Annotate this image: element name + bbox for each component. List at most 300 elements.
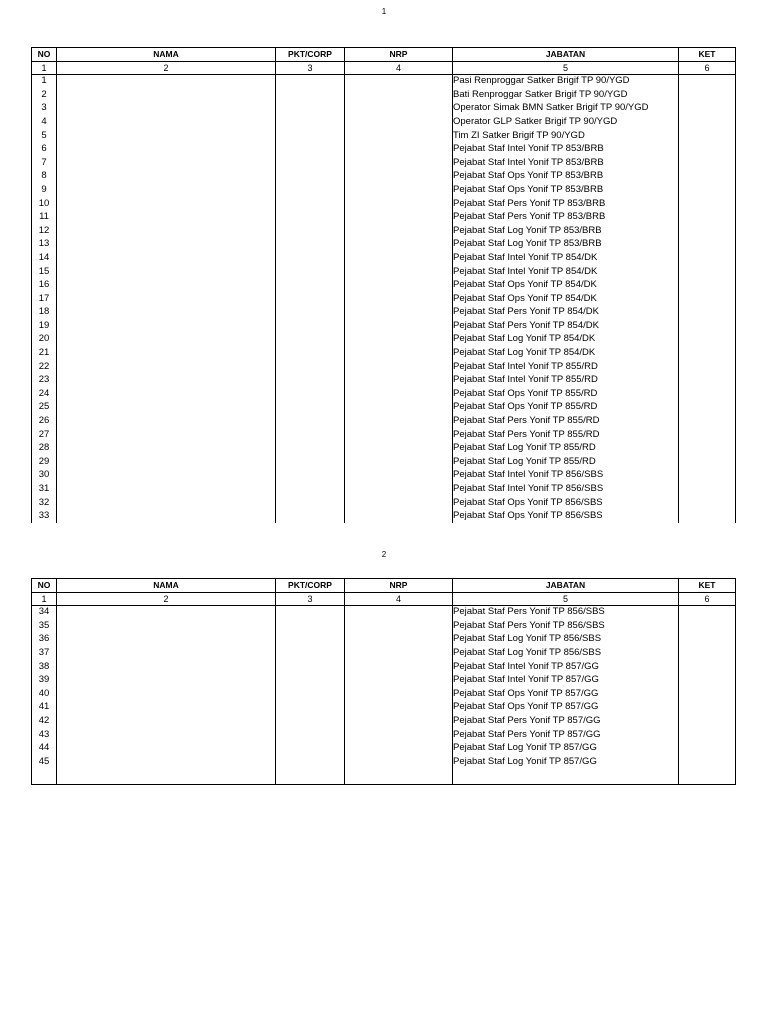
row-pkt-corp: [276, 319, 345, 333]
table-row: [32, 292, 736, 306]
table-row: [32, 374, 736, 388]
row-nama: [57, 374, 276, 388]
page-number: 2: [381, 550, 387, 559]
row-jabatan: Pejabat Staf Log Yonif TP 853/BRB: [453, 224, 679, 238]
row-no: 3: [32, 102, 57, 116]
row-pkt-corp: [276, 360, 345, 374]
row-no: 2: [32, 88, 57, 102]
table-row: [32, 75, 736, 89]
header-jabatan: JABATAN: [453, 579, 679, 593]
row-no: 18: [32, 306, 57, 320]
row-nrp: [345, 469, 453, 483]
table-row: [32, 687, 736, 701]
column-number: 6: [679, 592, 736, 606]
row-no: 24: [32, 387, 57, 401]
row-jabatan: Pejabat Staf Ops Yonif TP 853/BRB: [453, 183, 679, 197]
personnel-table-page-1: [31, 47, 736, 523]
row-nama: [57, 333, 276, 347]
row-nrp: [345, 265, 453, 279]
table-row: [32, 755, 736, 769]
row-pkt-corp: [276, 428, 345, 442]
row-no: 17: [32, 292, 57, 306]
row-nrp: [345, 455, 453, 469]
table-row: [32, 211, 736, 225]
row-jabatan: Pejabat Staf Ops Yonif TP 855/RD: [453, 387, 679, 401]
row-no: 4: [32, 115, 57, 129]
row-jabatan: Pejabat Staf Intel Yonif TP 856/SBS: [453, 469, 679, 483]
table-row: [32, 606, 736, 620]
row-nama: [57, 306, 276, 320]
row-nrp: [345, 755, 453, 769]
empty-cell: [679, 769, 736, 785]
table-row: [32, 442, 736, 456]
row-nama: [57, 170, 276, 184]
row-pkt-corp: [276, 251, 345, 265]
row-pkt-corp: [276, 75, 345, 89]
column-number: 2: [57, 61, 276, 75]
row-ket: [679, 360, 736, 374]
empty-cell: [276, 769, 345, 785]
row-ket: [679, 701, 736, 715]
row-jabatan: Pejabat Staf Intel Yonif TP 854/DK: [453, 251, 679, 265]
row-jabatan: Pejabat Staf Ops Yonif TP 853/BRB: [453, 170, 679, 184]
row-pkt-corp: [276, 742, 345, 756]
column-number-row: [32, 61, 736, 75]
column-number-row: [32, 592, 736, 606]
row-ket: [679, 183, 736, 197]
row-nama: [57, 728, 276, 742]
row-ket: [679, 428, 736, 442]
row-nrp: [345, 115, 453, 129]
column-number: 6: [679, 61, 736, 75]
row-nama: [57, 428, 276, 442]
table-row: [32, 251, 736, 265]
row-jabatan: Pejabat Staf Pers Yonif TP 854/DK: [453, 306, 679, 320]
row-pkt-corp: [276, 660, 345, 674]
row-nama: [57, 510, 276, 524]
row-no: 29: [32, 455, 57, 469]
row-pkt-corp: [276, 674, 345, 688]
row-pkt-corp: [276, 292, 345, 306]
row-nrp: [345, 102, 453, 116]
row-ket: [679, 687, 736, 701]
row-no: 19: [32, 319, 57, 333]
row-ket: [679, 156, 736, 170]
row-pkt-corp: [276, 455, 345, 469]
row-pkt-corp: [276, 619, 345, 633]
row-jabatan: Tim ZI Satker Brigif TP 90/YGD: [453, 129, 679, 143]
row-nama: [57, 211, 276, 225]
row-ket: [679, 714, 736, 728]
row-jabatan: Pejabat Staf Pers Yonif TP 855/RD: [453, 415, 679, 429]
table-row: [32, 319, 736, 333]
row-jabatan: Pejabat Staf Log Yonif TP 856/SBS: [453, 646, 679, 660]
table-row: [32, 701, 736, 715]
column-number: 4: [345, 61, 453, 75]
row-no: 22: [32, 360, 57, 374]
row-ket: [679, 197, 736, 211]
row-pkt-corp: [276, 469, 345, 483]
row-ket: [679, 306, 736, 320]
row-nrp: [345, 238, 453, 252]
row-nama: [57, 387, 276, 401]
empty-cell: [345, 769, 453, 785]
row-jabatan: Pejabat Staf Pers Yonif TP 853/BRB: [453, 197, 679, 211]
row-nama: [57, 646, 276, 660]
row-ket: [679, 319, 736, 333]
row-nrp: [345, 428, 453, 442]
row-pkt-corp: [276, 714, 345, 728]
header-nama: NAMA: [57, 579, 276, 593]
row-jabatan: Pejabat Staf Ops Yonif TP 856/SBS: [453, 510, 679, 524]
row-nama: [57, 415, 276, 429]
table-row: [32, 183, 736, 197]
row-nama: [57, 319, 276, 333]
personnel-table-page-2: [31, 578, 736, 785]
row-pkt-corp: [276, 156, 345, 170]
row-nrp: [345, 674, 453, 688]
table-row: [32, 674, 736, 688]
row-no: 10: [32, 197, 57, 211]
row-no: 12: [32, 224, 57, 238]
table-row: [32, 387, 736, 401]
table-row: [32, 170, 736, 184]
row-nrp: [345, 251, 453, 265]
row-nrp: [345, 415, 453, 429]
row-no: 26: [32, 415, 57, 429]
empty-row: [32, 769, 736, 785]
table-row: [32, 102, 736, 116]
table-row: [32, 224, 736, 238]
row-nrp: [345, 660, 453, 674]
row-pkt-corp: [276, 265, 345, 279]
row-jabatan: Pejabat Staf Ops Yonif TP 854/DK: [453, 292, 679, 306]
row-ket: [679, 238, 736, 252]
row-no: 43: [32, 728, 57, 742]
row-ket: [679, 347, 736, 361]
header-pkt-corp: PKT/CORP: [276, 579, 345, 593]
table-row: [32, 347, 736, 361]
row-no: 28: [32, 442, 57, 456]
row-ket: [679, 333, 736, 347]
row-nrp: [345, 197, 453, 211]
row-ket: [679, 374, 736, 388]
row-jabatan: Pejabat Staf Log Yonif TP 854/DK: [453, 347, 679, 361]
row-nama: [57, 347, 276, 361]
row-nama: [57, 687, 276, 701]
row-nrp: [345, 156, 453, 170]
row-nama: [57, 102, 276, 116]
row-no: 21: [32, 347, 57, 361]
row-ket: [679, 728, 736, 742]
row-pkt-corp: [276, 483, 345, 497]
row-jabatan: Pejabat Staf Log Yonif TP 854/DK: [453, 333, 679, 347]
row-jabatan: Bati Renproggar Satker Brigif TP 90/YGD: [453, 88, 679, 102]
table-row: [32, 197, 736, 211]
column-number: 5: [453, 61, 679, 75]
column-number: 2: [57, 592, 276, 606]
row-ket: [679, 387, 736, 401]
row-ket: [679, 143, 736, 157]
row-nama: [57, 238, 276, 252]
row-pkt-corp: [276, 183, 345, 197]
header-no: NO: [32, 579, 57, 593]
row-ket: [679, 606, 736, 620]
row-nama: [57, 701, 276, 715]
row-nrp: [345, 687, 453, 701]
row-no: 44: [32, 742, 57, 756]
row-jabatan: Pejabat Staf Intel Yonif TP 853/BRB: [453, 143, 679, 157]
row-jabatan: Pejabat Staf Ops Yonif TP 854/DK: [453, 279, 679, 293]
row-pkt-corp: [276, 415, 345, 429]
row-nama: [57, 674, 276, 688]
table-row: [32, 483, 736, 497]
table-row: [32, 306, 736, 320]
row-jabatan: Pejabat Staf Pers Yonif TP 857/GG: [453, 714, 679, 728]
header-row: [32, 48, 736, 62]
row-no: 7: [32, 156, 57, 170]
row-no: 31: [32, 483, 57, 497]
row-ket: [679, 469, 736, 483]
row-nrp: [345, 360, 453, 374]
row-pkt-corp: [276, 701, 345, 715]
row-ket: [679, 442, 736, 456]
row-jabatan: Pejabat Staf Ops Yonif TP 856/SBS: [453, 496, 679, 510]
header-jabatan: JABATAN: [453, 48, 679, 62]
row-jabatan: Pejabat Staf Pers Yonif TP 854/DK: [453, 319, 679, 333]
row-nrp: [345, 442, 453, 456]
table-row: [32, 265, 736, 279]
row-no: 13: [32, 238, 57, 252]
row-no: 11: [32, 211, 57, 225]
row-no: 14: [32, 251, 57, 265]
row-ket: [679, 251, 736, 265]
row-nama: [57, 197, 276, 211]
column-number: 1: [32, 592, 57, 606]
header-pkt-corp: PKT/CORP: [276, 48, 345, 62]
row-pkt-corp: [276, 442, 345, 456]
row-pkt-corp: [276, 102, 345, 116]
row-no: 36: [32, 633, 57, 647]
row-no: 33: [32, 510, 57, 524]
row-nrp: [345, 701, 453, 715]
row-pkt-corp: [276, 170, 345, 184]
row-nama: [57, 279, 276, 293]
row-jabatan: Pejabat Staf Intel Yonif TP 854/DK: [453, 265, 679, 279]
column-number: 1: [32, 61, 57, 75]
row-no: 30: [32, 469, 57, 483]
row-ket: [679, 129, 736, 143]
row-ket: [679, 742, 736, 756]
table-row: [32, 143, 736, 157]
table-row: [32, 129, 736, 143]
row-nrp: [345, 387, 453, 401]
column-number: 3: [276, 592, 345, 606]
row-nrp: [345, 619, 453, 633]
row-ket: [679, 646, 736, 660]
row-nrp: [345, 714, 453, 728]
row-nrp: [345, 347, 453, 361]
row-ket: [679, 510, 736, 524]
header-nama: NAMA: [57, 48, 276, 62]
row-pkt-corp: [276, 755, 345, 769]
row-pkt-corp: [276, 728, 345, 742]
row-nama: [57, 265, 276, 279]
table-row: [32, 428, 736, 442]
row-ket: [679, 170, 736, 184]
row-nrp: [345, 401, 453, 415]
row-no: 1: [32, 75, 57, 89]
row-nama: [57, 455, 276, 469]
row-no: 41: [32, 701, 57, 715]
row-nrp: [345, 510, 453, 524]
row-nrp: [345, 606, 453, 620]
row-nrp: [345, 496, 453, 510]
row-nama: [57, 442, 276, 456]
row-jabatan: Pejabat Staf Log Yonif TP 853/BRB: [453, 238, 679, 252]
row-pkt-corp: [276, 496, 345, 510]
row-ket: [679, 496, 736, 510]
row-nama: [57, 360, 276, 374]
row-nrp: [345, 646, 453, 660]
row-pkt-corp: [276, 129, 345, 143]
row-ket: [679, 633, 736, 647]
row-no: 40: [32, 687, 57, 701]
row-pkt-corp: [276, 306, 345, 320]
row-jabatan: Pejabat Staf Pers Yonif TP 856/SBS: [453, 606, 679, 620]
row-nama: [57, 714, 276, 728]
row-nama: [57, 469, 276, 483]
table-row: [32, 415, 736, 429]
row-pkt-corp: [276, 143, 345, 157]
row-pkt-corp: [276, 687, 345, 701]
row-nrp: [345, 88, 453, 102]
row-jabatan: Operator GLP Satker Brigif TP 90/YGD: [453, 115, 679, 129]
row-no: 32: [32, 496, 57, 510]
row-ket: [679, 483, 736, 497]
row-jabatan: Pejabat Staf Log Yonif TP 857/GG: [453, 742, 679, 756]
row-no: 25: [32, 401, 57, 415]
row-pkt-corp: [276, 347, 345, 361]
row-nrp: [345, 306, 453, 320]
row-no: 38: [32, 660, 57, 674]
row-no: 20: [32, 333, 57, 347]
row-jabatan: Pejabat Staf Log Yonif TP 855/RD: [453, 442, 679, 456]
row-ket: [679, 88, 736, 102]
row-jabatan: Pejabat Staf Pers Yonif TP 856/SBS: [453, 619, 679, 633]
row-no: 37: [32, 646, 57, 660]
row-jabatan: Pejabat Staf Ops Yonif TP 857/GG: [453, 687, 679, 701]
table-row: [32, 401, 736, 415]
row-pkt-corp: [276, 197, 345, 211]
row-nrp: [345, 129, 453, 143]
row-ket: [679, 224, 736, 238]
row-nama: [57, 619, 276, 633]
table-row: [32, 714, 736, 728]
row-nama: [57, 88, 276, 102]
row-nama: [57, 292, 276, 306]
row-nama: [57, 633, 276, 647]
row-ket: [679, 211, 736, 225]
row-jabatan: Pejabat Staf Log Yonif TP 855/RD: [453, 455, 679, 469]
table-row: [32, 333, 736, 347]
row-pkt-corp: [276, 115, 345, 129]
empty-cell: [453, 769, 679, 785]
row-nrp: [345, 742, 453, 756]
row-ket: [679, 292, 736, 306]
row-jabatan: Pejabat Staf Ops Yonif TP 857/GG: [453, 701, 679, 715]
row-nama: [57, 224, 276, 238]
row-nama: [57, 156, 276, 170]
row-pkt-corp: [276, 88, 345, 102]
row-nama: [57, 755, 276, 769]
row-nama: [57, 483, 276, 497]
row-nrp: [345, 224, 453, 238]
row-jabatan: Pejabat Staf Log Yonif TP 857/GG: [453, 755, 679, 769]
row-nrp: [345, 170, 453, 184]
row-nama: [57, 496, 276, 510]
row-nama: [57, 75, 276, 89]
row-no: 16: [32, 279, 57, 293]
row-nama: [57, 660, 276, 674]
row-pkt-corp: [276, 279, 345, 293]
row-jabatan: Pejabat Staf Log Yonif TP 856/SBS: [453, 633, 679, 647]
row-pkt-corp: [276, 374, 345, 388]
row-ket: [679, 265, 736, 279]
table-row: [32, 660, 736, 674]
row-nrp: [345, 279, 453, 293]
row-nrp: [345, 633, 453, 647]
row-jabatan: Operator Simak BMN Satker Brigif TP 90/YGD: [453, 102, 679, 116]
table-row: [32, 496, 736, 510]
row-ket: [679, 619, 736, 633]
row-nrp: [345, 374, 453, 388]
row-ket: [679, 102, 736, 116]
header-ket: KET: [679, 579, 736, 593]
empty-cell: [57, 769, 276, 785]
row-jabatan: Pejabat Staf Pers Yonif TP 855/RD: [453, 428, 679, 442]
row-nrp: [345, 211, 453, 225]
row-no: 35: [32, 619, 57, 633]
row-nrp: [345, 143, 453, 157]
header-no: NO: [32, 48, 57, 62]
column-number: 5: [453, 592, 679, 606]
table-row: [32, 633, 736, 647]
row-nrp: [345, 333, 453, 347]
table-row: [32, 88, 736, 102]
column-number: 4: [345, 592, 453, 606]
row-ket: [679, 415, 736, 429]
row-nrp: [345, 319, 453, 333]
row-nrp: [345, 292, 453, 306]
row-ket: [679, 755, 736, 769]
row-jabatan: Pejabat Staf Intel Yonif TP 857/GG: [453, 674, 679, 688]
row-no: 9: [32, 183, 57, 197]
header-nrp: NRP: [345, 48, 453, 62]
table-row: [32, 455, 736, 469]
table-row: [32, 360, 736, 374]
row-ket: [679, 660, 736, 674]
row-nrp: [345, 728, 453, 742]
table-row: [32, 728, 736, 742]
row-no: 27: [32, 428, 57, 442]
row-pkt-corp: [276, 401, 345, 415]
row-ket: [679, 75, 736, 89]
row-nama: [57, 115, 276, 129]
row-ket: [679, 401, 736, 415]
row-nrp: [345, 483, 453, 497]
row-nrp: [345, 183, 453, 197]
